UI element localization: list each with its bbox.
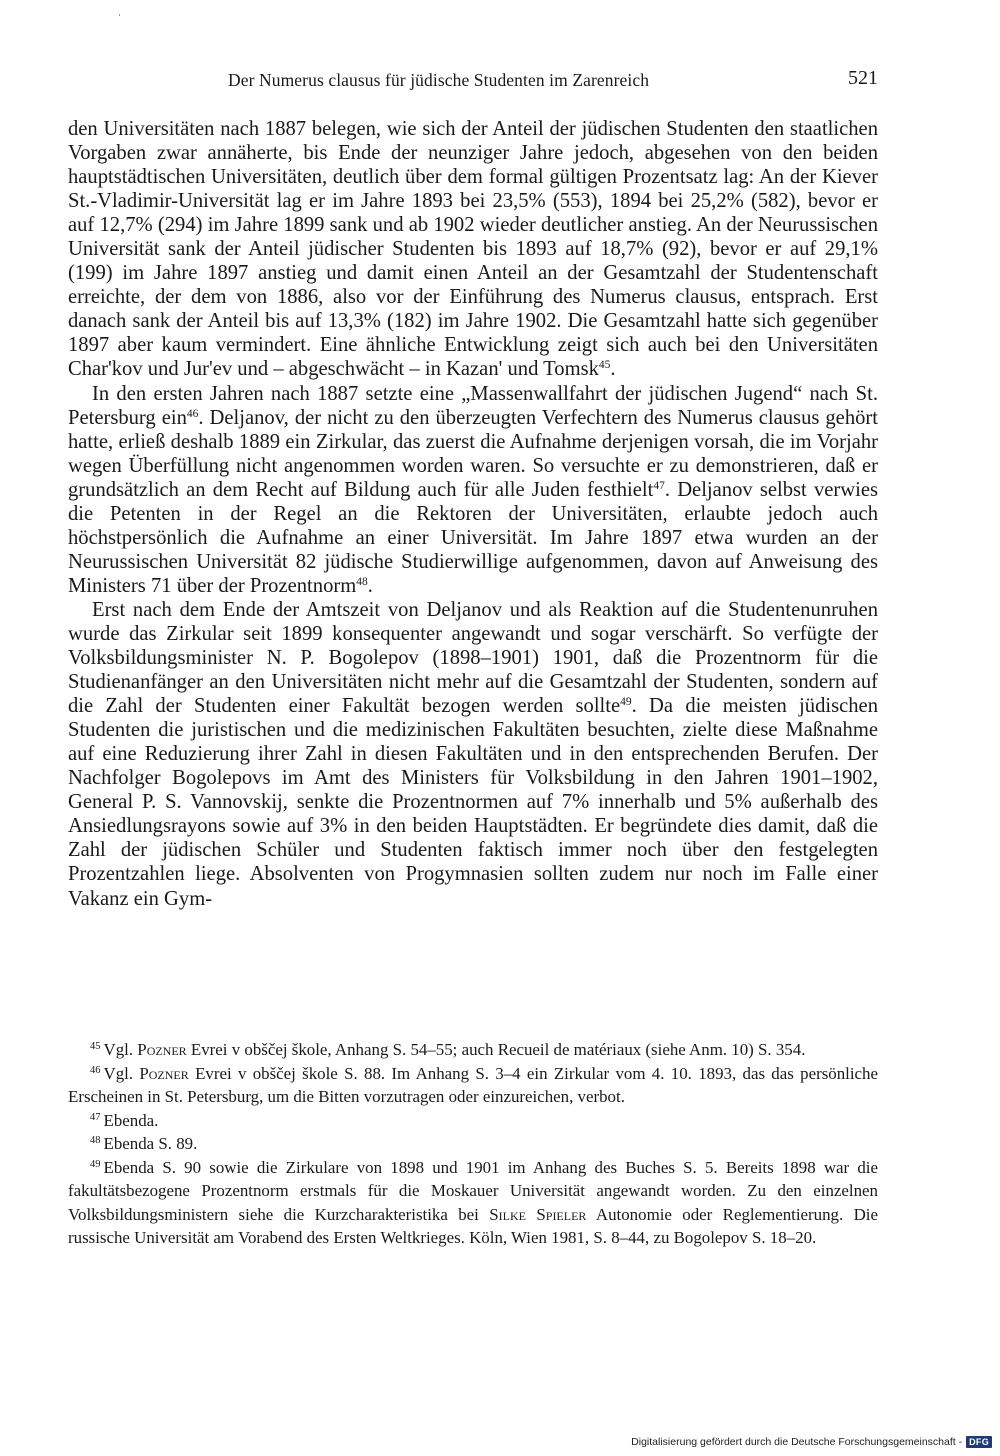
- running-head: [68, 67, 878, 100]
- footnote-reference: 46: [186, 407, 199, 420]
- footnote-text: Vgl.: [103, 1040, 138, 1059]
- author-name: Pozner: [137, 1040, 187, 1059]
- body-text: den Universitäten nach 1887 belegen, wie sich der Anteil der jüdischen Studenten den staatlichen Vorgaben zwar annäherte, bis Ende der neunziger Jahre jedoch, abgesehen von den beiden hauptstädtischen Universitäten, deutlich über dem formal gültigen Prozentsatz lag: An der Kiever St.-Vladimir-Universität lag er im Jahre 1893 bei 23,5% (553), 1894 bei 25,2% (582), bevor er auf 12,7% (294) im Jahre 1899 sank und ab 1902 wieder deutlicher anstieg. An der Neurussischen Universität sank der Anteil jüdischer Studenten bis 1893 auf 18,7% (92), bevor er auf 29,1% (199) im Jahre 1897 anstieg und damit einen Anteil an der Gesamtzahl der Studentenschaft erreichte, der dem von 1886, also vor der Einführung des Numerus clausus, entsprach. Erst danach sank der Anteil bis auf 13,3% (182) im Jahre 1902. Die Gesamtzahl hatte sich gegenüber 1897 aber kaum vermindert. Eine ähnliche Entwicklung zeigt sich auch bei den Universitäten Char'kov und Jur'ev und – abgeschwächt – in Kazan' und Tomsk: [68, 118, 878, 381]
- body-paragraph: [68, 117, 878, 382]
- digitization-text: Digitalisierung gefördert durch die Deutsche Forschungsgemeinschaft -: [631, 1436, 963, 1448]
- body-text: In den ersten Jahren nach 1887 setzte eine „Massenwallfahrt der jüdischen Jugend“ nach St. Petersburg ein: [68, 382, 878, 429]
- dfg-logo: DFG: [966, 1436, 992, 1448]
- body-paragraph: [68, 598, 878, 911]
- footnote-text: Evrei v obščej škole S. 88. Im Anhang S. 3–4 ein Zirkular vom 4. 10. 1893, das das persönliche Erscheinen in St. Petersburg, um die Bitten vorzutragen oder einzureichen, verbot.: [68, 1063, 878, 1106]
- body-text: . Da die meisten jüdischen Studenten die juristischen und die medizinischen Fakultäten besuchten, zielte diese Maßnahme auf eine Reduzierung ihrer Zahl in diesen Fakultäten und in den entsprechenden Berufen. Der Nachfolger Bogolepovs im Amt des Ministers für Volksbildung in den Jahren 1901–1902, General P. S. Vannovskij, senkte die Prozentnormen auf 7% innerhalb und 5% außerhalb des Ansiedlungsrayons sowie auf 3% in den beiden Hauptstädten. Er begründete dies damit, daß die Zahl der jüdischen Schüler und Studenten faktisch immer noch über den festgelegten Prozentzahlen liege. Absolventen von Progymnasien sollten zudem nur noch im Falle einer Vakanz ein Gym-: [68, 695, 878, 910]
- footnote-text: Autonomie oder Reglementierung. Die russische Universität am Vorabend des Ersten Weltkrieges. Köln, Wien 1981, S. 8–44, zu Bogolepov S. 18–20.: [68, 1204, 879, 1247]
- author-name: Silke Spieler: [489, 1204, 587, 1224]
- body-paragraph: [68, 382, 878, 598]
- footnotes: [68, 1038, 878, 1250]
- footnote-text: Ebenda.: [103, 1110, 159, 1130]
- digitization-banner: [631, 1435, 992, 1449]
- footnote: [68, 1109, 878, 1133]
- footnote-text: Ebenda S. 90 sowie die Zirkulare von 1898 und 1901 im Anhang des Buches S. 5. Bereits 1898 war die fakultätsbezogene Prozentnorm erstmals für die Moskauer Universität angewandt worden. Zu den einzelnen Volksbildungsministern siehe die Kurzcharakteristika bei: [68, 1157, 878, 1224]
- body-text: Erst nach dem Ende der Amtszeit von Deljanov und als Reaktion auf die Studentenunruhen wurde das Zirkular seit 1899 konsequenter angewandt und sogar verschärft. So verfügte der Volksbildungsminister N. P. Bogolepov (1898–1901) 1901, daß die Prozentnorm für die Studienanfänger an den Universitäten nicht mehr auf die Gesamtzahl der Studenten, sondern auf die Zahl der Studenten einer Fakultät bezogen werden sollte: [68, 598, 878, 718]
- footnote-number: 47: [90, 1111, 101, 1123]
- footnote-number: 46: [90, 1064, 101, 1076]
- footnote-reference: 48: [356, 575, 368, 588]
- running-title: Der Numerus clausus für jüdische Studenten im Zarenreich: [228, 70, 650, 90]
- body-text: .: [610, 358, 616, 381]
- footnote-reference: 49: [620, 696, 632, 709]
- footnote-number: 48: [90, 1135, 101, 1146]
- main-text: [68, 117, 878, 911]
- page-number: 521: [848, 67, 878, 89]
- footnote: [68, 1132, 878, 1156]
- author-name: Pozner: [139, 1063, 189, 1083]
- footnote-text: Vgl.: [103, 1063, 140, 1083]
- footnote-reference: 45: [598, 359, 611, 372]
- footnote-reference: 47: [653, 479, 665, 492]
- footnote-text: Evrei v obščej škole, Anhang S. 54–55; auch Recueil de matériaux (siehe Anm. 10) S. 354.: [186, 1040, 806, 1059]
- body-text: .: [367, 574, 373, 597]
- body-text: . Deljanov, der nicht zu den überzeugten Verfechtern des Numerus clausus gehört hatte, erließ deshalb 1889 ein Zirkular, das zuerst die Aufnahme derjenigen vorsah, die im Vorjahr wegen Überfüllung nicht angenommen worden waren. So versuchte er zu demonstrieren, daß er grundsätzlich an dem Recht auf Bildung auch für alle Juden festhielt: [68, 406, 879, 501]
- body-text: . Deljanov selbst verwies die Petenten in der Regel an die Rektoren der Universitäten, erlaubte jedoch auch höchstpersönlich die Aufnahme an einer Universität. Im Jahre 1897 etwa wurden an der Neurussischen Universität 82 jüdische Studierwillige aufgenommen, davon auf Anweisung des Ministers 71 über der Prozentnorm: [68, 478, 878, 597]
- footnote-number: 45: [90, 1041, 101, 1052]
- footnote-number: 49: [90, 1158, 101, 1170]
- footnote: [68, 1038, 878, 1062]
- scan-speck: [119, 14, 120, 16]
- footnote: [68, 1156, 878, 1250]
- footnote: [68, 1062, 878, 1109]
- footnote-text: Ebenda S. 89.: [103, 1134, 198, 1153]
